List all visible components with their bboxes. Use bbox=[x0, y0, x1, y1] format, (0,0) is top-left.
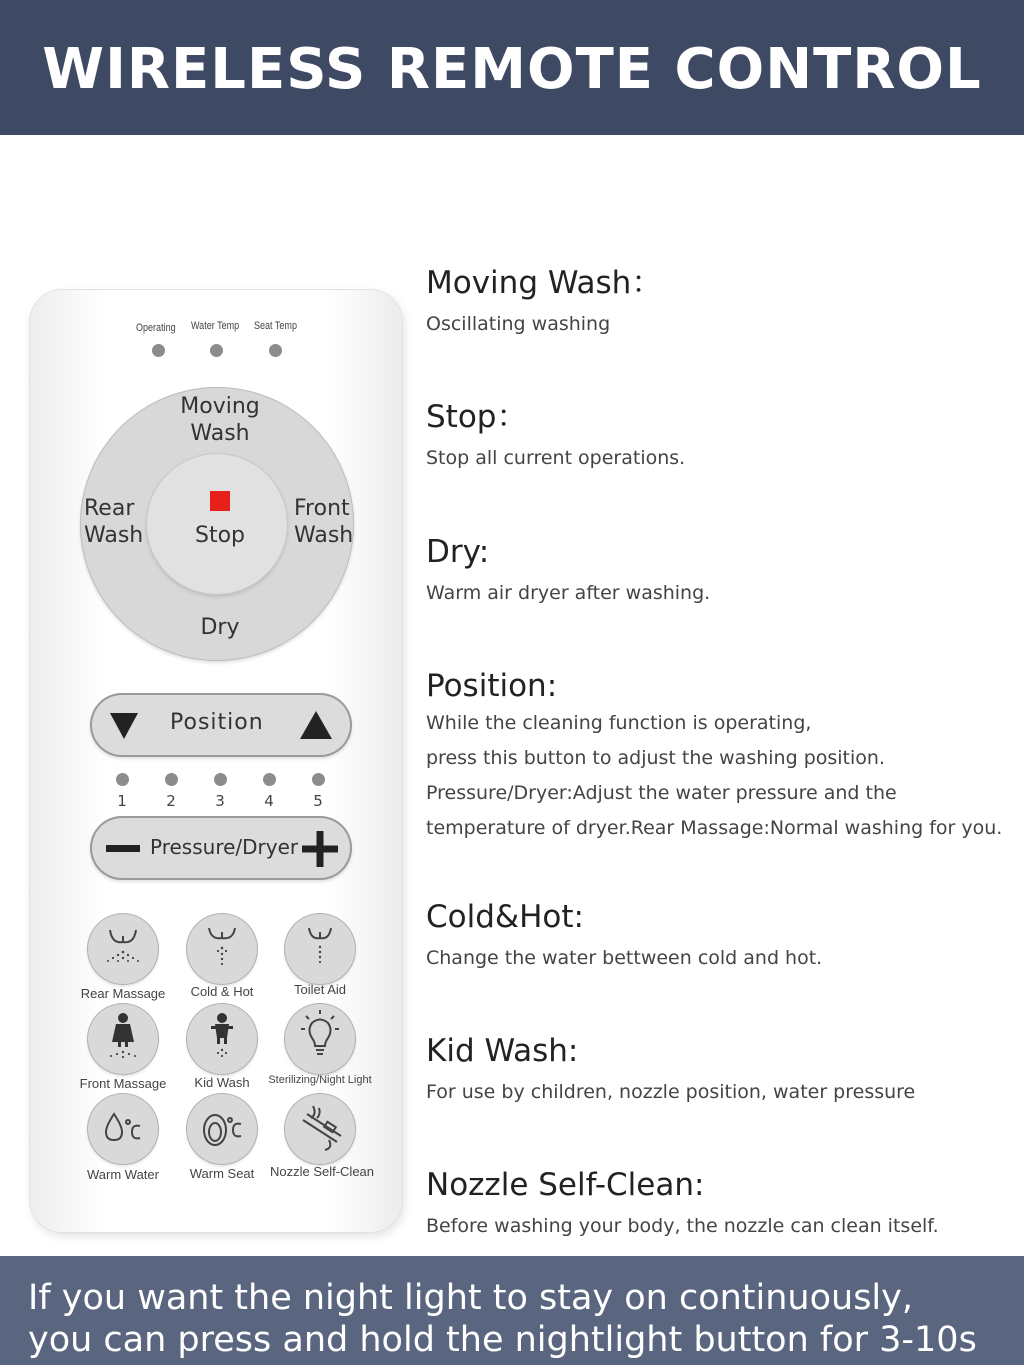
description-title: Dry: bbox=[426, 534, 490, 570]
kid-wash-icon bbox=[187, 1004, 257, 1074]
level-led-5 bbox=[312, 773, 325, 786]
nozzle-clean-icon bbox=[285, 1094, 355, 1164]
description-nozzle-self-clean bbox=[426, 1165, 1016, 1244]
description-text: press this button to adjust the washing position. bbox=[426, 747, 885, 769]
rear-massage-button[interactable] bbox=[88, 914, 158, 984]
rear-massage-label: Rear Massage bbox=[80, 986, 166, 1001]
position-button[interactable] bbox=[90, 693, 352, 757]
front-massage-icon bbox=[88, 1004, 158, 1074]
warm-seat-label: Warm Seat bbox=[189, 1166, 255, 1181]
description-cold-hot bbox=[426, 897, 1016, 976]
toilet-aid-button[interactable] bbox=[285, 914, 355, 984]
description-title: Nozzle Self-Clean: bbox=[426, 1167, 705, 1203]
description-text: Oscillating washing bbox=[426, 313, 611, 335]
kid-wash-button[interactable] bbox=[187, 1004, 257, 1074]
night-light-button[interactable] bbox=[285, 1004, 355, 1074]
cold-hot-button[interactable] bbox=[187, 914, 257, 984]
description-text: temperature of dryer.Rear Massage:Normal washing for you. bbox=[426, 817, 1003, 839]
stop-icon bbox=[210, 491, 230, 511]
description-text: Before washing your body, the nozzle can clean itself. bbox=[426, 1215, 939, 1237]
footer-line-2: you can press and hold the nightlight button for 3-10s bbox=[28, 1320, 977, 1360]
description-title: Cold&Hot: bbox=[426, 899, 584, 935]
level-led-2 bbox=[165, 773, 178, 786]
front-massage-button[interactable] bbox=[88, 1004, 158, 1074]
front-massage-label: Front Massage bbox=[79, 1076, 167, 1091]
rear-massage-icon bbox=[88, 914, 158, 984]
description-position bbox=[426, 666, 1016, 846]
level-number-3: 3 bbox=[215, 792, 225, 810]
toilet-aid-icon bbox=[285, 914, 355, 984]
minus-icon[interactable] bbox=[106, 845, 140, 852]
page-title: WIRELESS REMOTE CONTROL bbox=[42, 37, 982, 102]
description-moving-wash bbox=[426, 263, 1016, 342]
indicator-label-operating: Operating bbox=[136, 322, 176, 334]
description-text: Pressure/Dryer:Adjust the water pressure and the bbox=[426, 782, 897, 804]
footer-line-1: If you want the night light to stay on continuously, bbox=[28, 1278, 913, 1318]
level-led-1 bbox=[116, 773, 129, 786]
footer-banner bbox=[0, 1256, 1024, 1365]
dry-button[interactable]: Dry bbox=[200, 615, 240, 640]
header-banner bbox=[0, 0, 1024, 135]
position-up-icon[interactable] bbox=[300, 711, 332, 739]
night-light-icon bbox=[285, 1004, 355, 1074]
level-led-3 bbox=[214, 773, 227, 786]
plus-icon[interactable] bbox=[302, 831, 338, 867]
position-label: Position bbox=[170, 710, 264, 735]
indicator-led-operating bbox=[152, 344, 165, 357]
description-text: Stop all current operations. bbox=[426, 447, 686, 469]
level-led-4 bbox=[263, 773, 276, 786]
kid-wash-label: Kid Wash bbox=[194, 1075, 250, 1090]
description-title: Moving Wash： bbox=[426, 265, 663, 301]
toilet-aid-label: Toilet Aid bbox=[293, 982, 347, 997]
level-number-2: 2 bbox=[166, 792, 176, 810]
pressure-dryer-label: Pressure/Dryer bbox=[150, 835, 299, 859]
front-wash-button[interactable]: Front Wash bbox=[294, 496, 354, 548]
description-dry bbox=[426, 532, 1016, 611]
description-title: Stop： bbox=[426, 399, 528, 435]
stop-label: Stop bbox=[194, 523, 245, 548]
pressure-dryer-button[interactable] bbox=[90, 816, 352, 880]
warm-seat-icon bbox=[187, 1094, 257, 1164]
level-number-1: 1 bbox=[117, 792, 127, 810]
description-kid-wash bbox=[426, 1031, 1016, 1110]
description-text: Change the water bettween cold and hot. bbox=[426, 947, 823, 969]
nozzle-clean-label: Nozzle Self-Clean bbox=[269, 1164, 375, 1179]
level-number-5: 5 bbox=[313, 792, 323, 810]
indicator-label-seat-temp: Seat Temp bbox=[254, 320, 297, 332]
warm-water-icon bbox=[88, 1094, 158, 1164]
level-number-4: 4 bbox=[264, 792, 274, 810]
warm-seat-button[interactable] bbox=[187, 1094, 257, 1164]
description-text: While the cleaning function is operating, bbox=[426, 712, 812, 734]
indicator-led-seat-temp bbox=[269, 344, 282, 357]
moving-wash-button[interactable]: Moving Wash bbox=[180, 394, 260, 446]
description-title: Kid Wash: bbox=[426, 1033, 579, 1069]
description-text: For use by children, nozzle position, water pressure bbox=[426, 1081, 916, 1103]
indicator-label-water-temp: Water Temp bbox=[191, 320, 240, 332]
night-light-label: Sterilizing/Night Light bbox=[268, 1074, 372, 1086]
description-stop bbox=[426, 397, 1016, 476]
warm-water-button[interactable] bbox=[88, 1094, 158, 1164]
nozzle-clean-button[interactable] bbox=[285, 1094, 355, 1164]
rear-wash-button[interactable]: Rear Wash bbox=[84, 496, 144, 548]
description-text: Warm air dryer after washing. bbox=[426, 582, 711, 604]
description-title: Position: bbox=[426, 668, 558, 704]
indicator-led-water-temp bbox=[210, 344, 223, 357]
cold-hot-label: Cold & Hot bbox=[190, 984, 254, 999]
warm-water-label: Warm Water bbox=[87, 1167, 159, 1182]
remote-control bbox=[30, 290, 402, 1232]
position-down-icon[interactable] bbox=[110, 713, 138, 739]
cold-hot-icon bbox=[187, 914, 257, 984]
